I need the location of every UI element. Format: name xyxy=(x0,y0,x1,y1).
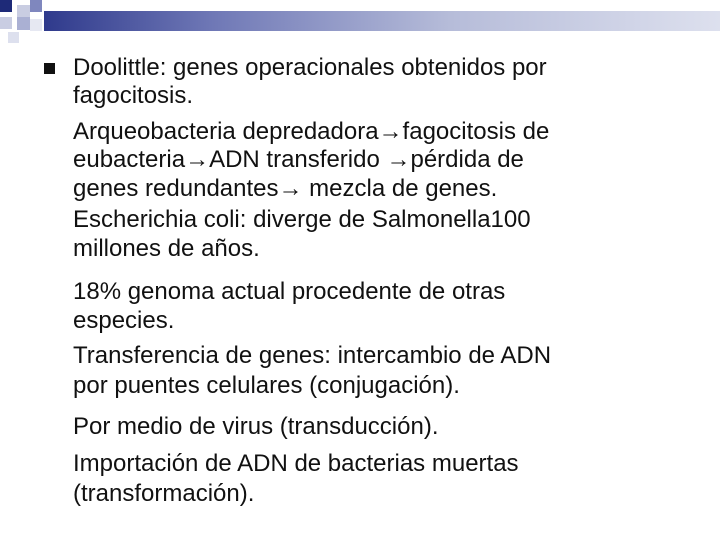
text-line: Doolittle: genes operacionales obtenidos por xyxy=(73,54,547,81)
text-line: Transferencia de genes: intercambio de ADN xyxy=(73,342,552,369)
text-line: 18% genoma actual procedente de otras xyxy=(73,278,506,305)
text-line: Por medio de virus (transducción). xyxy=(73,413,439,440)
text-line: especies. xyxy=(73,307,175,334)
text-line: Arqueobacteria depredadora→fagocitosis de xyxy=(73,118,550,145)
text-line: (transformación). xyxy=(73,480,255,507)
text-line: millones de años. xyxy=(73,235,260,262)
bullet-square-icon xyxy=(44,63,55,74)
text-line: genes redundantes→ mezcla de genes. xyxy=(73,175,498,202)
text-line: eubacteria→ADN transferido →pérdida de xyxy=(73,146,524,173)
text-line: Escherichia coli: diverge de Salmonella100 xyxy=(73,206,531,233)
text-line: por puentes celulares (conjugación). xyxy=(73,372,460,399)
text-line: Importación de ADN de bacterias muertas xyxy=(73,450,519,477)
text-line: fagocitosis. xyxy=(73,82,194,109)
